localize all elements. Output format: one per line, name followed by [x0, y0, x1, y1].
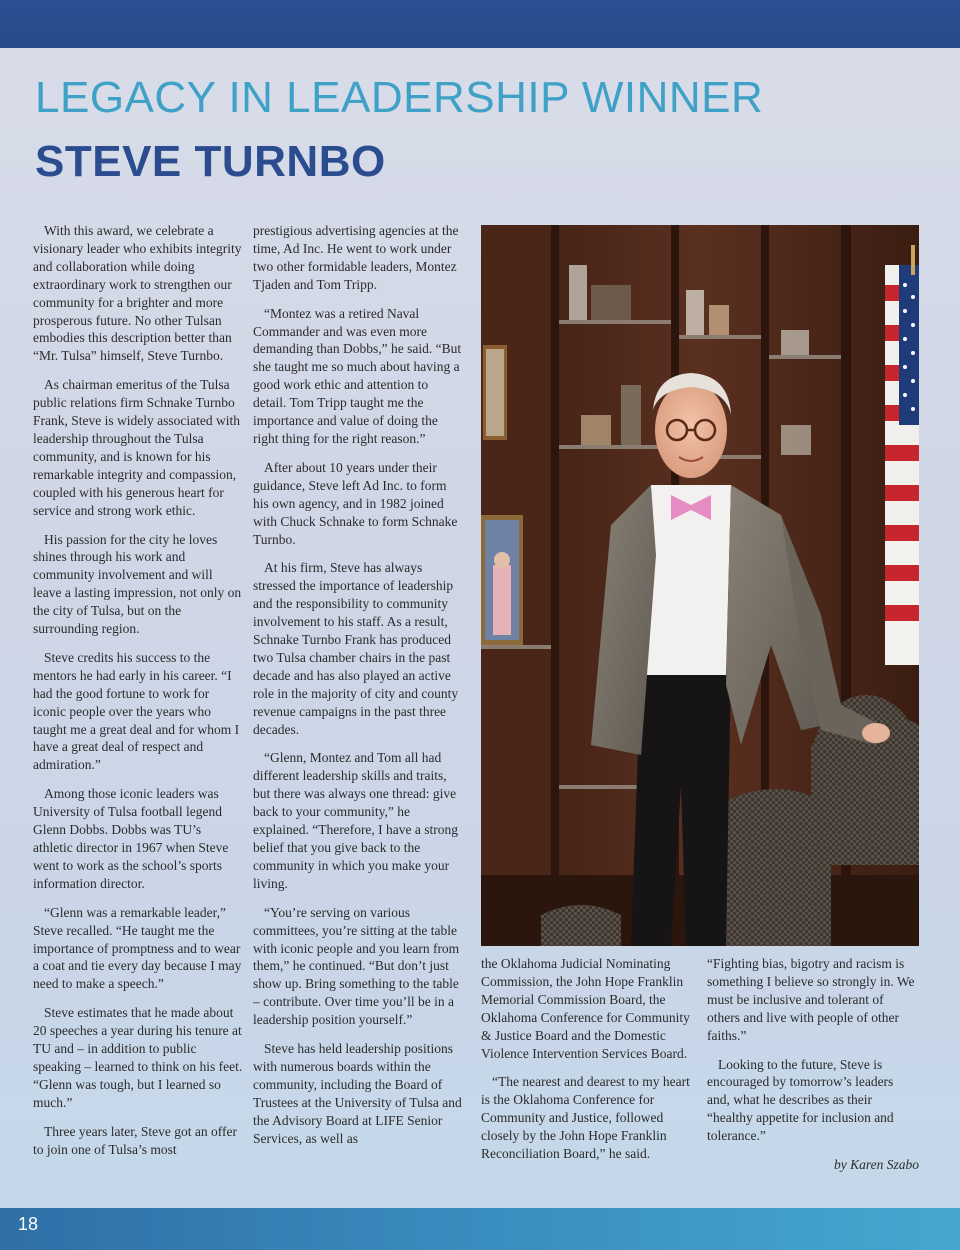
- paragraph: “Fighting bias, bigotry and racism is something I believe so strongly in. We must be inclusive and tolerant of others and live with people of other faiths.”: [707, 956, 915, 1043]
- paragraph: “You’re serving on various committees, you’re sitting at the table with iconic people and you learn from them,” he continued. “But don’t just show up. Bring something to the table – contribute. Over time you’ll be in a leadership position yourself.”: [253, 904, 460, 1028]
- headline-award: LEGACY IN LEADERSHIP WINNER: [35, 73, 764, 122]
- paragraph: After about 10 years under their guidance, Steve left Ad Inc. to form his own agency, and in 1982 joined with Chuck Schnake to form Schnake Turnbo.: [253, 459, 458, 547]
- paragraph: Three years later, Steve got an offer to join one of Tulsa’s most: [33, 1123, 237, 1157]
- author-byline: by Karen Szabo: [834, 1157, 919, 1173]
- article-column-2: [253, 222, 463, 1159]
- paragraph: “Glenn was a remarkable leader,” Steve recalled. “He taught me the importance of promptness and to wear a coat and tie every day because I may need to make a speech.”: [33, 904, 242, 992]
- headline-name: STEVE TURNBO: [35, 137, 386, 186]
- article-column-3: [481, 955, 693, 1174]
- paragraph: As chairman emeritus of the Tulsa public relations firm Schnake Turnbo Frank, Steve is widely associated with leadership throughout the Tulsa community, and is known for his remarkable integrity and compassion, coupled with his generous heart for service and strong work ethic.: [33, 377, 240, 518]
- paragraph: “Montez was a retired Naval Commander and was even more demanding than Dobbs,” he said. “But she taught me so much about having a good work ethic and attention to detail. Tom Tripp taught me the importance and value of doing the right thing for the right reason.”: [253, 305, 462, 446]
- paragraph: the Oklahoma Judicial Nominating Commission, the John Hope Franklin Memorial Commission Board, the Oklahoma Conference for Community & Justice Board and the Domestic Violence Intervention Services Board.: [481, 956, 690, 1061]
- page-number: 18: [18, 1214, 39, 1234]
- header-bar: [0, 0, 960, 48]
- paragraph: Among those iconic leaders was University of Tulsa football legend Glenn Dobbs. Dobbs was TU’s athletic director in 1967 when Steve went to work as the school’s sports information director.: [33, 786, 229, 891]
- paragraph: Steve estimates that he made about 20 speeches a year during his tenure at TU and – in addition to public speaking – learned to think on his feet. “Glenn was tough, but I learned so much.”: [33, 1005, 243, 1110]
- paragraph: With this award, we celebrate a visionary leader who exhibits integrity and collaboration while doing extraordinary work to strengthen our community for a brighter and more prosperous future. No other Tulsan embodies this description better than “Mr. Tulsa” himself, Steve Turnbo.: [33, 223, 242, 364]
- portrait-photo: [481, 225, 919, 946]
- paragraph: “Glenn, Montez and Tom all had different leadership skills and traits, but there was always one thread: give back to your community,” he explained. “Therefore, I have a strong belief that you give back to the community in which you make your living.: [253, 750, 459, 891]
- paragraph: At his firm, Steve has always stressed the importance of leadership and the responsibility to community involvement to his staff. As a result, Schnake Turnbo Frank has produced two Tulsa chamber chairs in the past decade and has also played an active role in the majority of city and county revenue campaigns in the past three decades.: [253, 560, 459, 737]
- footer-bar: [0, 1208, 960, 1250]
- article-column-4: [707, 955, 919, 1174]
- paragraph: Looking to the future, Steve is encouraged by tomorrow’s leaders and, what he describes as their “healthy appetite for inclusion and tolerance.”: [707, 1056, 894, 1144]
- article-column-1: [33, 222, 243, 1170]
- paragraph: “The nearest and dearest to my heart is the Oklahoma Conference for Community and Justice, followed closely by the John Hope Franklin Reconciliation Board,” he said.: [481, 1074, 690, 1162]
- paragraph: Steve has held leadership positions with numerous boards within the community, including the Board of Trustees at the University of Tulsa and the Advisory Board at LIFE Senior Services, as well as: [253, 1041, 462, 1146]
- paragraph: Steve credits his success to the mentors he had early in his career. “I had the good fortune to work for iconic people over the years who taught me a great deal and for whom I have a great deal of respect and admiration.”: [33, 649, 240, 773]
- paragraph: His passion for the city he loves shines through his work and community involvement and will leave a lasting impression, not only on the city of Tulsa, but on the surrounding region.: [33, 531, 242, 637]
- paragraph: prestigious advertising agencies at the time, Ad Inc. He went to work under two other formidable leaders, Montez Tjaden and Tom Tripp.: [253, 223, 459, 292]
